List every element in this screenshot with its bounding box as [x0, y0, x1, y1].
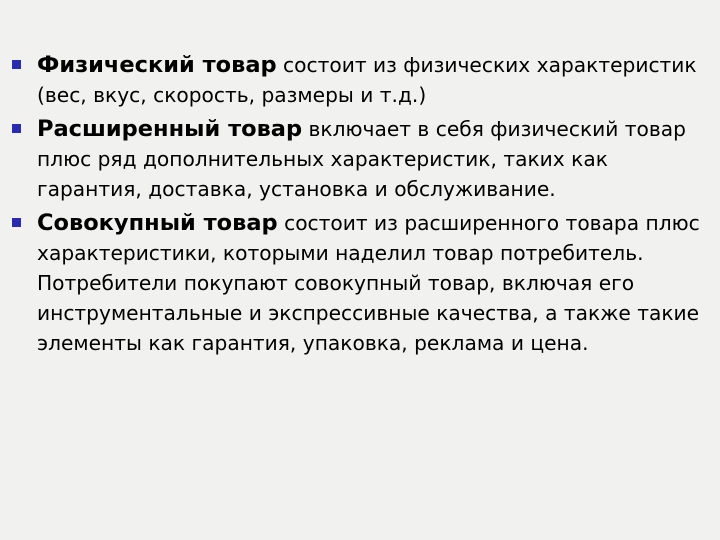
bullet-term: Расширенный товар: [37, 116, 303, 142]
bullet-term: Совокупный товар: [37, 210, 278, 236]
square-bullet-icon: [12, 124, 21, 133]
square-bullet-icon: [12, 60, 21, 69]
square-bullet-icon: [12, 218, 21, 227]
bullet-term: Физический товар: [37, 52, 277, 78]
bullet-text: включает в себя физический товар плюс ряд дополнительных характеристик, таких как гарантия, доставка, установка и обслуживание.: [37, 117, 686, 201]
bullet-item-total-product: [12, 208, 716, 358]
bullet-text: состоит из физических характеристик (вес, вкус, скорость, размеры и т.д.): [37, 53, 697, 107]
bullet-text: состоит из расширенного товара плюс характеристики, которыми наделил товар потребитель. Потребители покупают совокупный товар, включая его инструментальные и экспрессивные качества, а также такие элементы как гарантия, упаковка, реклама и цена.: [37, 211, 700, 355]
bullet-item-extended-product: [12, 114, 716, 204]
bullet-list: [12, 50, 716, 362]
bullet-item-physical-product: [12, 50, 716, 110]
